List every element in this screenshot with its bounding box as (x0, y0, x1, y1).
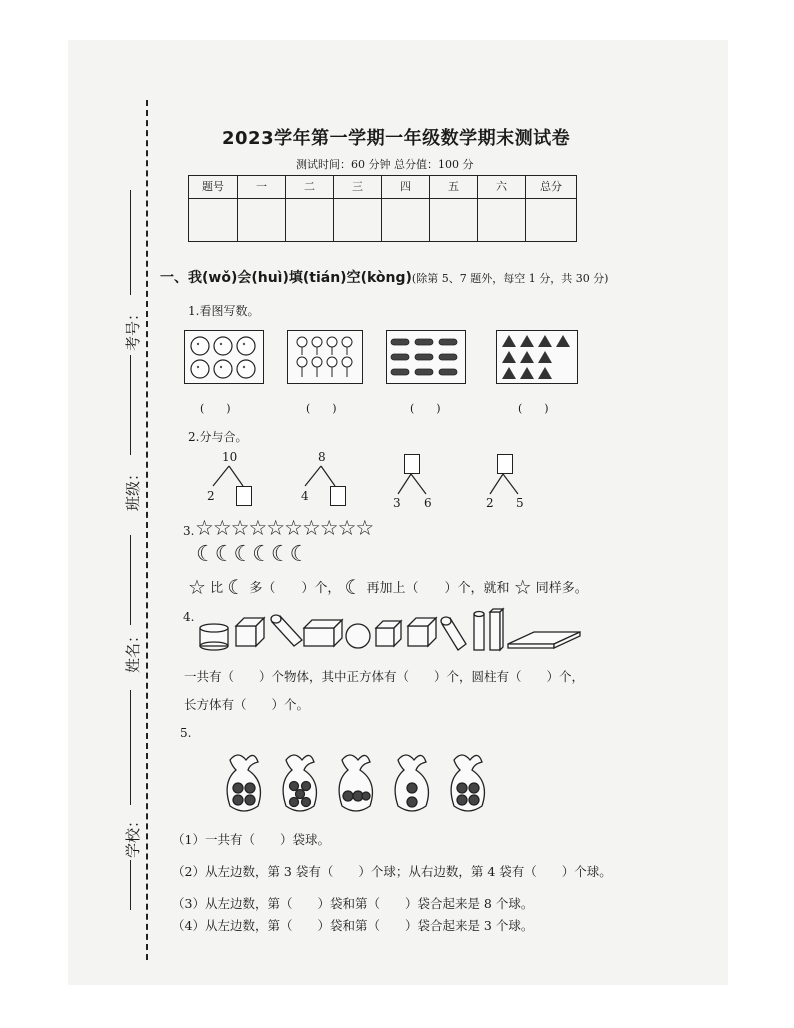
solid-shapes-row (198, 608, 583, 656)
tree-2-top-number: 8 (318, 450, 326, 464)
name-field[interactable] (130, 535, 131, 625)
q3-text-part3[interactable]: 再加上（ ）个，就和 (366, 581, 510, 596)
q1-answer-blank[interactable]: ( ) (306, 402, 337, 415)
question-2-label: 2.分与合。 (188, 430, 248, 444)
score-cell[interactable] (334, 199, 382, 242)
score-cell[interactable] (238, 199, 286, 242)
moon-row: ☾☾☾☾☾☾ (196, 542, 309, 567)
score-table-blank-row (189, 199, 577, 242)
moon-icon: ☾ (227, 575, 246, 599)
cube-icon (236, 618, 264, 646)
score-header-cell: 一 (238, 176, 286, 199)
q1-answer-blank[interactable]: ( ) (410, 402, 441, 415)
cube-icon (376, 621, 401, 646)
triangle-icon (497, 331, 577, 383)
tree-4-answer-box[interactable] (497, 454, 513, 474)
score-cell[interactable] (478, 199, 526, 242)
exam-title: 2023学年第一学期一年级数学期末测试卷 (222, 128, 571, 149)
ball-bag-5 (451, 755, 484, 811)
score-header-cell: 五 (430, 176, 478, 199)
question-1-label: 1.看图写数。 (188, 304, 260, 318)
cylinder-icon (271, 615, 302, 646)
score-header-cell: 三 (334, 176, 382, 199)
score-header-cell: 总分 (526, 176, 577, 199)
tree-4-branches (481, 472, 526, 497)
score-cell[interactable] (430, 199, 478, 242)
ball-bag-1 (227, 755, 260, 811)
star-icon: ☆ (188, 575, 206, 599)
exam-number-field[interactable] (130, 190, 131, 295)
tree-4-left-number: 2 (486, 496, 494, 510)
cylinder-icon (200, 624, 228, 650)
score-cell[interactable] (382, 199, 430, 242)
q1-answer-blank[interactable]: ( ) (518, 402, 549, 415)
cuboid-icon (304, 620, 342, 646)
score-cell[interactable] (526, 199, 577, 242)
q5-item-1[interactable]: （1）一共有（ ）袋球。 (172, 832, 330, 847)
score-header-cell: 二 (286, 176, 334, 199)
car-picture (386, 330, 466, 384)
binding-dashed-line (146, 100, 148, 960)
q5-item-2[interactable]: （2）从左边数，第 3 袋有（ ）个球；从右边数，第 4 袋有（ ）个球。 (172, 864, 612, 879)
tree-1-left-number: 2 (207, 489, 215, 503)
class-field[interactable] (130, 355, 131, 455)
q3-text-part2[interactable]: 多（ ）个， (249, 581, 341, 596)
school-label: 学校： (124, 812, 143, 859)
q3-text-part4: 同样多。 (535, 581, 588, 596)
star-icon: ☆ (513, 575, 532, 599)
ball-bags-row (220, 750, 480, 818)
class-label: 班级： (124, 465, 143, 512)
question-5-label: 5. (180, 726, 192, 740)
q5-item-3[interactable]: （3）从左边数，第（ ）袋和第（ ）袋合起来是 8 个球。 (172, 896, 534, 911)
sphere-icon (346, 624, 370, 648)
section-1-note: (除第 5、7 题外，每空 1 分，共 30 分) (411, 272, 609, 285)
tree-3-right-number: 6 (424, 496, 432, 510)
q1-answer-blank[interactable]: ( ) (200, 402, 231, 415)
ball-bag-4 (395, 755, 428, 811)
flower-icon (288, 331, 362, 383)
score-table-header-row (189, 176, 577, 199)
orange-icon (185, 331, 263, 383)
score-header-cell: 六 (478, 176, 526, 199)
q4-line-1[interactable]: 一共有（ ）个物体，其中正方体有（ ）个，圆柱有（ ）个， (184, 669, 585, 684)
car-icon (387, 331, 465, 383)
q3-text-part1: 比 (210, 581, 224, 596)
triangle-picture (496, 330, 578, 384)
tree-3-answer-box[interactable] (404, 454, 420, 474)
cuboid-icon (490, 609, 503, 650)
score-cell[interactable] (286, 199, 334, 242)
q3-sentence (188, 575, 588, 599)
school-field-extension (130, 860, 131, 910)
tree-3-branches (390, 472, 435, 497)
ball-bag-2 (283, 755, 316, 811)
moon-icon: ☾ (344, 575, 363, 599)
cylinder-icon (441, 617, 466, 650)
tree-1-top-number: 10 (222, 450, 238, 464)
name-label: 姓名： (124, 627, 143, 674)
tree-1-answer-box[interactable] (236, 486, 252, 506)
school-field[interactable] (130, 690, 131, 805)
orange-picture (184, 330, 264, 384)
question-4-label: 4. (183, 610, 195, 624)
score-header-cell: 题号 (189, 176, 238, 199)
exam-number-label: 考号： (124, 305, 143, 352)
score-header-cell: 四 (382, 176, 430, 199)
cylinder-icon (474, 612, 484, 651)
section-1-heading (160, 267, 608, 287)
tree-4-right-number: 5 (516, 496, 524, 510)
tree-2-answer-box[interactable] (330, 486, 346, 506)
tree-3-left-number: 3 (393, 496, 401, 510)
question-3-label: 3. (183, 524, 195, 538)
section-1-title: 一、我(wǒ)会(huì)填(tián)空(kòng) (160, 270, 412, 286)
score-table (188, 175, 577, 242)
tree-2-left-number: 4 (301, 489, 309, 503)
q5-item-4[interactable]: （4）从左边数，第（ ）袋和第（ ）袋合起来是 3 个球。 (172, 918, 534, 933)
exam-subtitle: 测试时间：60 分钟 总分值：100 分 (296, 158, 474, 171)
ball-bag-3 (339, 755, 372, 811)
cube-icon (408, 618, 436, 646)
cuboid-icon (508, 632, 580, 648)
star-row: ☆☆☆☆☆☆☆☆☆☆ (195, 516, 374, 540)
score-cell[interactable] (189, 199, 238, 242)
q4-line-2[interactable]: 长方体有（ ）个。 (184, 697, 310, 712)
flower-picture (287, 330, 363, 384)
